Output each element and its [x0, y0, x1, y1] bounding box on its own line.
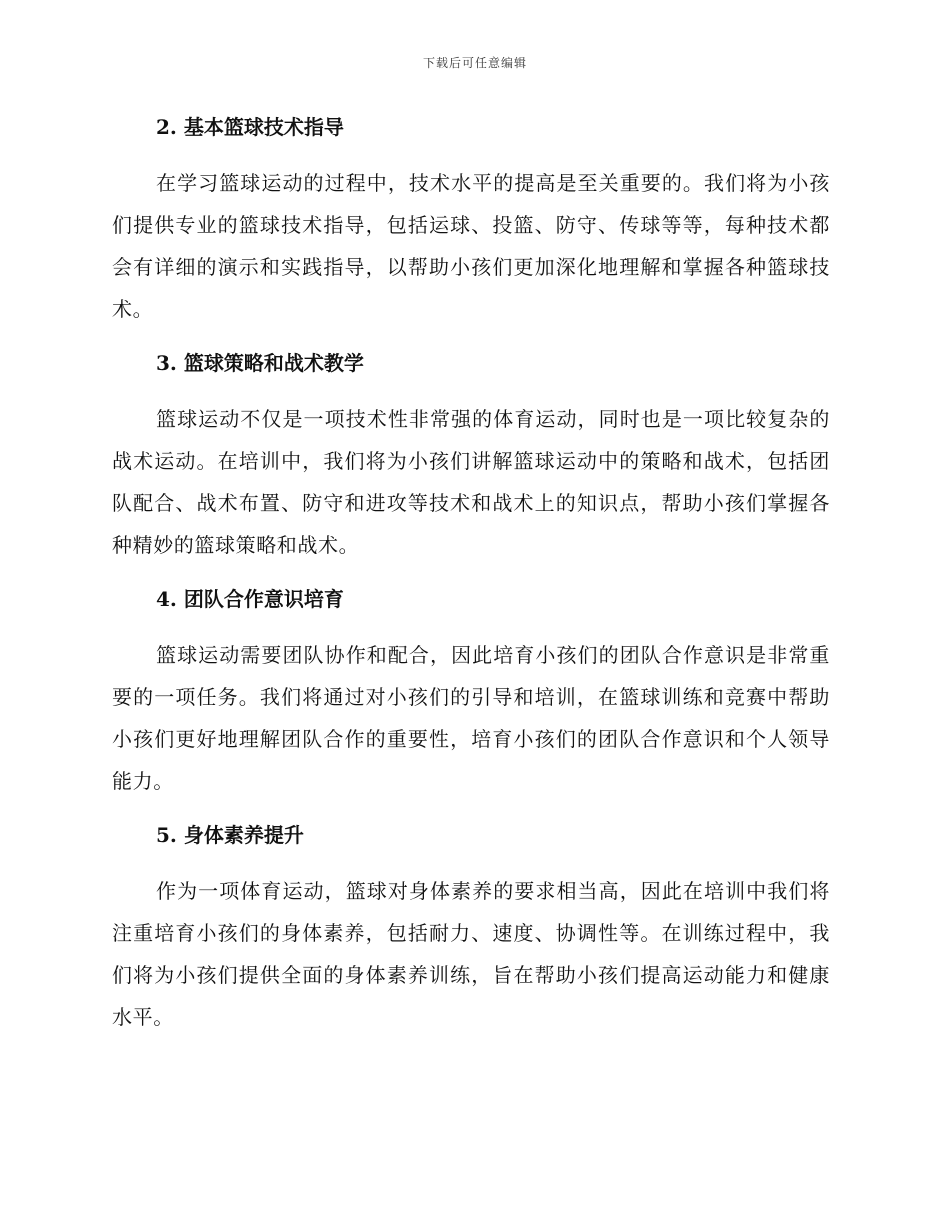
section-strategy	[112, 346, 830, 566]
section-heading: 5. 身体素养提升	[156, 823, 304, 847]
section-fitness	[112, 818, 830, 1038]
section-teamwork	[112, 582, 830, 802]
section-paragraph: 篮球运动需要团队协作和配合，因此培育小孩们的团队合作意识是非常重要的一项任务。我们将通过对小孩们的引导和培训，在篮球训练和竞赛中帮助小孩们更好地理解团队合作的重要性，培育小孩们的团队合作意识和个人领导能力。	[112, 643, 830, 793]
section-heading: 4. 团队合作意识培育	[156, 587, 344, 611]
section-paragraph: 在学习篮球运动的过程中，技术水平的提高是至关重要的。我们将为小孩们提供专业的篮球技术指导，包括运球、投篮、防守、传球等等，每种技术都会有详细的演示和实践指导，以帮助小孩们更加深化地理解和掌握各种篮球技术。	[112, 171, 830, 321]
document-content	[112, 110, 830, 1054]
page-header: 下载后可任意编辑	[422, 56, 527, 70]
section-heading: 2. 基本篮球技术指导	[156, 115, 344, 139]
section-paragraph: 篮球运动不仅是一项技术性非常强的体育运动，同时也是一项比较复杂的战术运动。在培训中，我们将为小孩们讲解篮球运动中的策略和战术，包括团队配合、战术布置、防守和进攻等技术和战术上的知识点，帮助小孩们掌握各种精妙的篮球策略和战术。	[112, 407, 830, 557]
section-technique	[112, 110, 830, 330]
section-heading: 3. 篮球策略和战术教学	[156, 351, 364, 375]
section-paragraph: 作为一项体育运动，篮球对身体素养的要求相当高，因此在培训中我们将注重培育小孩们的身体素养，包括耐力、速度、协调性等。在训练过程中，我们将为小孩们提供全面的身体素养训练，旨在帮助小孩们提高运动能力和健康水平。	[112, 879, 830, 1029]
